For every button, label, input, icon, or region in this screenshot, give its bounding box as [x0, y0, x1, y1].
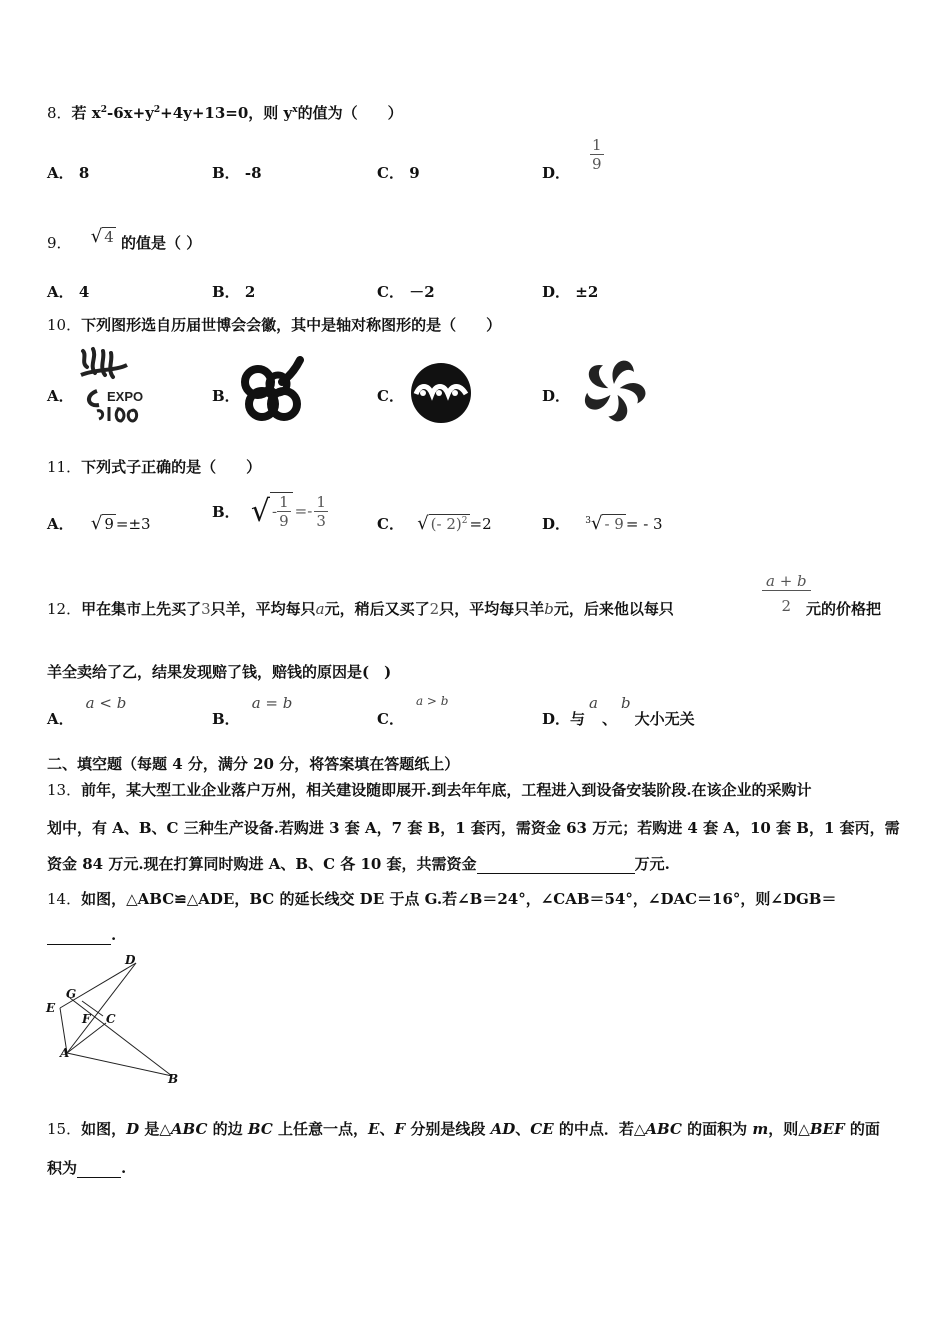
q8-option-a[interactable]: A． 8 [47, 164, 90, 182]
sqrt-icon: √ [90, 513, 103, 534]
q8-option-d[interactable]: D． $\frac{1}{9}$ [542, 136, 602, 182]
q11-stem: 11．下列式子正确的是（ ） [47, 458, 262, 476]
label-a: A [60, 1046, 70, 1060]
q11-option-d[interactable]: D． $^3$√ - 9 = - 3 [542, 513, 663, 534]
q11-option-a[interactable]: A． √ 9 =±3 [47, 513, 151, 534]
q11-option-c[interactable]: C． √ (- 2)$^2$ =2 [377, 513, 492, 534]
label-f: F [82, 1012, 91, 1026]
label-g: G [66, 987, 77, 1001]
q9-stem: 9． √ 4 的值是（ ） [47, 226, 202, 252]
label-b: B [168, 1072, 179, 1086]
q13-line2: 划中，有 A、B、C 三种生产设备.若购进 3 套 A，7 套 B，1 套丙，需资金 63 万元；若购进 4 套 A，10 套 B，1 套丙，需 [47, 819, 900, 837]
q12-option-b[interactable]: B．a = b [212, 694, 293, 728]
q15-answer-blank[interactable] [77, 1159, 121, 1178]
q12-option-a[interactable]: A．a < b [47, 694, 127, 728]
q9-option-d[interactable]: D． ±2 [542, 283, 599, 301]
flower-logo-icon [574, 352, 654, 428]
sqrt-icon: √ [417, 513, 429, 534]
q10-stem: 10．下列图形选自历届世博会会徽，其中是轴对称图形的是（ ） [47, 316, 502, 334]
q12-line1-end: 元的价格把 [806, 600, 882, 618]
cube-root-icon: √ [590, 513, 603, 534]
label-d: D [125, 953, 136, 967]
q12-line1: 12．甲在集市上先买了3只羊，平均每只a元，稍后又买了2只，平均每只羊b元，后来他以每只 [47, 600, 674, 618]
q9-option-b[interactable]: B． 2 [212, 283, 256, 301]
q10-option-c-label[interactable]: C． [377, 387, 404, 405]
q15-line2: 积为 . [47, 1159, 127, 1177]
q12-line2: 羊全卖给了乙，结果发现赔了钱，赔钱的原因是( ) [47, 663, 392, 681]
sqrt-icon: √ [90, 226, 103, 247]
q13-line3: 资金 84 万元.现在打算同时购进 A、B、C 各 10 套，共需资金 万元. [47, 855, 670, 873]
q8-stem: 8．若 $x^2-6x+y^2+4y+13=0$，则 $y^x$的值为（ ） [47, 104, 403, 122]
expo-2010-logo-icon [75, 345, 155, 425]
q13-answer-blank[interactable] [477, 855, 635, 874]
q8-number: 8． [47, 104, 72, 122]
knot-logo-icon [240, 356, 310, 426]
q9-option-a[interactable]: A． 4 [47, 283, 90, 301]
q12-option-d[interactable]: D．与a、b大小无关 [542, 694, 695, 728]
q15-line1: 15．如图，D 是△ABC 的边 BC 上任意一点，E、F 分别是线段 AD、CE 的中点．若△ABC 的面积为 m，则△BEF 的面 [47, 1120, 880, 1138]
q10-option-a-label[interactable]: A． [47, 387, 74, 405]
q14-line2: . [47, 926, 116, 945]
q12-option-c[interactable]: C．$^{a > b}$ [377, 694, 449, 728]
q11-option-b[interactable]: B． √ - $\frac{1}{9}$ =- $\frac{1}{3}$ [212, 492, 326, 530]
q8-option-b[interactable]: B． -8 [212, 164, 262, 182]
sqrt-icon: √ [250, 493, 271, 529]
waves-circle-logo-icon [410, 362, 472, 424]
q8-option-c[interactable]: C． 9 [377, 164, 420, 182]
expo-logo-text: EXPO [107, 389, 144, 404]
q12-price-fraction: $\frac{a + b}{2}$ [762, 572, 811, 615]
label-c: C [106, 1012, 116, 1026]
q14-geometry-figure [40, 950, 190, 1090]
q13-line1: 13．前年，某大型工业企业落户万州，相关建设随即展开.到去年年底，工程进入到设备安装阶段.在该企业的采购计 [47, 781, 812, 799]
q14-answer-blank[interactable] [47, 926, 111, 945]
section-heading: 二、填空题（每题 4 分，满分 20 分，将答案填在答题纸上） [47, 755, 460, 773]
q14-line1: 14．如图，△ABC≌△ADE，BC 的延长线交 DE 于点 G.若∠B＝24°，∠CAB＝54°，∠DAC＝16°，则∠DGB＝ [47, 890, 837, 908]
label-e: E [46, 1001, 56, 1015]
q10-option-b-label[interactable]: B． [212, 387, 240, 405]
q8-option-d-fraction: $\frac{1}{9}$ [592, 136, 602, 173]
q9-option-c[interactable]: C． －2 [377, 283, 435, 301]
q10-option-d-label[interactable]: D． [542, 387, 571, 405]
